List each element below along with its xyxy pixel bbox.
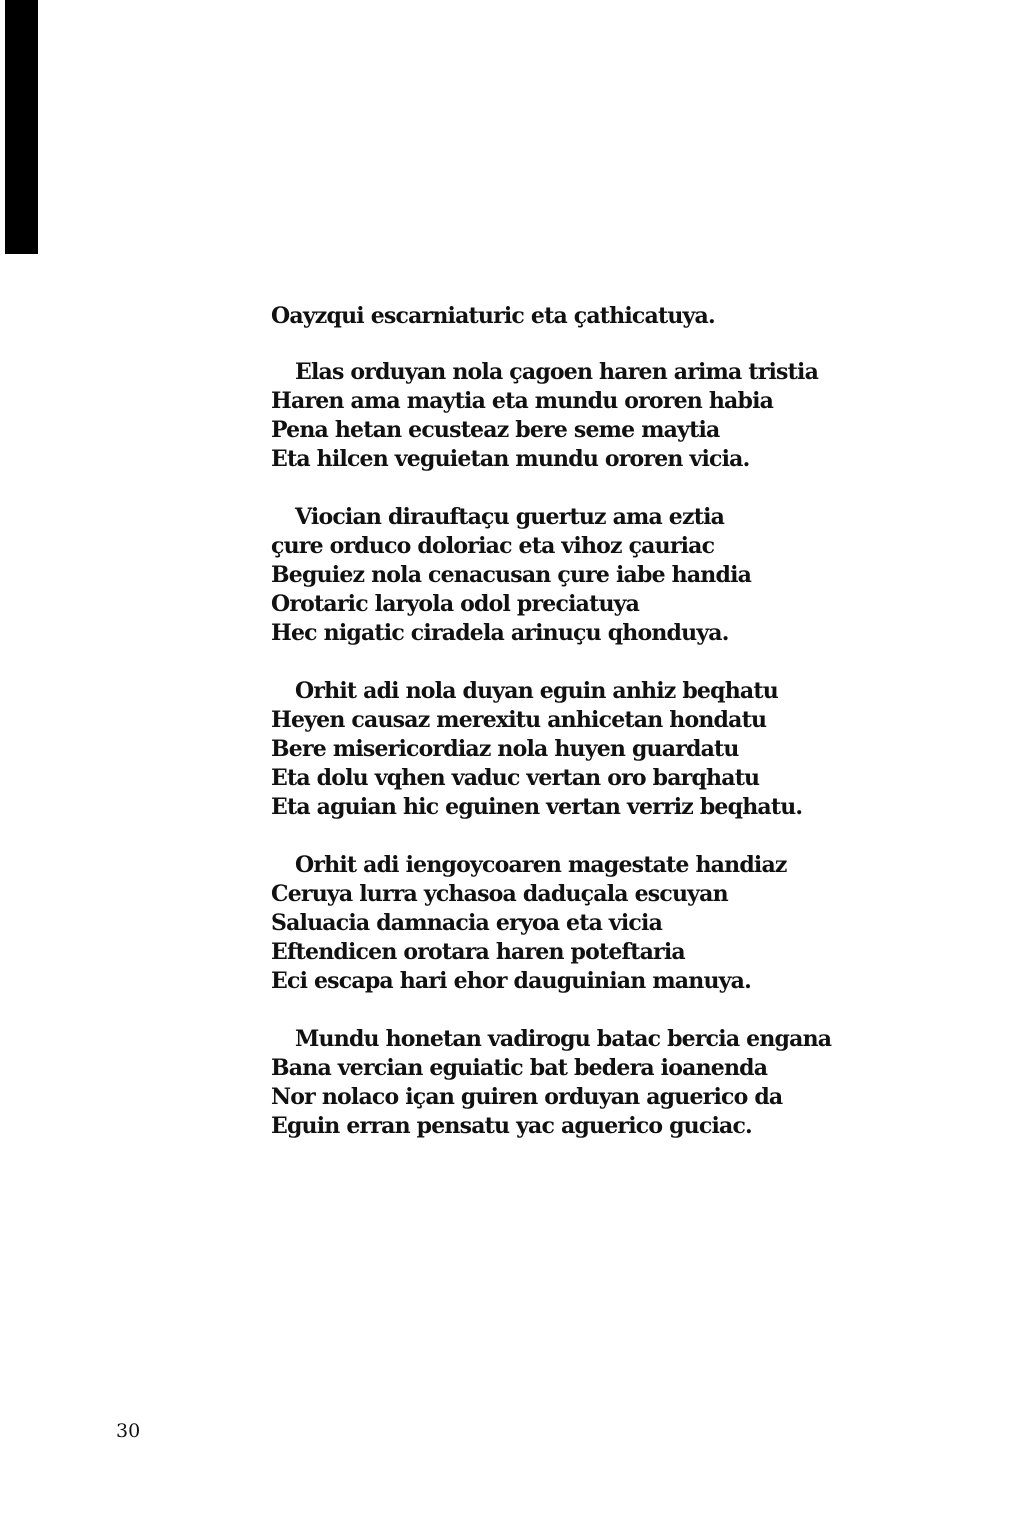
verse-line: Nor nolaco içan guiren orduyan aguerico da	[271, 1084, 783, 1110]
page-number: 30	[116, 1420, 141, 1442]
stanza-2	[271, 503, 831, 648]
verse-line: çure orduco doloriac eta vihoz çauriac	[271, 533, 715, 559]
verse-line: Saluacia damnacia eryoa eta vicia	[271, 910, 663, 936]
verse-line: Elas orduyan nola çagoen haren arima tristia	[295, 359, 819, 385]
scan-edge-bar	[5, 0, 38, 254]
verse-line: Eftendicen orotara haren poteftaria	[271, 939, 685, 965]
verse-line: Ceruya lurra ychasoa daduçala escuyan	[271, 881, 728, 907]
verse-line: Hec nigatic ciradela arinuçu qhonduya.	[271, 620, 729, 646]
verse-line: Orhit adi nola duyan eguin anhiz beqhatu	[295, 678, 778, 704]
page-text	[271, 302, 831, 1170]
poem-heading: Oayzqui escarniaturic eta çathicatuya.	[271, 303, 715, 329]
verse-line: Orotaric laryola odol preciatuya	[271, 591, 640, 617]
verse-line: Pena hetan ecusteaz bere seme maytia	[271, 417, 720, 443]
verse-line: Viocian dirauftaçu guertuz ama eztia	[295, 504, 725, 530]
verse-line: Eguin erran pensatu yac aguerico guciac.	[271, 1113, 752, 1139]
verse-line: Orhit adi iengoycoaren magestate handiaz	[295, 852, 787, 878]
verse-line: Haren ama maytia eta mundu ororen habia	[271, 388, 774, 414]
verse-line: Eci escapa hari ehor dauguinian manuya.	[271, 968, 751, 994]
verse-line: Bana vercian eguiatic bat bedera ioanenda	[271, 1055, 768, 1081]
stanza-4	[271, 851, 831, 996]
verse-line: Mundu honetan vadirogu batac bercia engana	[295, 1026, 832, 1052]
verse-line: Eta dolu vqhen vaduc vertan oro barqhatu	[271, 765, 760, 791]
verse-line: Bere misericordiaz nola huyen guardatu	[271, 736, 739, 762]
stanza-5	[271, 1025, 831, 1141]
verse-line: Eta aguian hic eguinen vertan verriz beqhatu.	[271, 794, 803, 820]
verse-line: Eta hilcen veguietan mundu ororen vicia.	[271, 446, 750, 472]
stanza-1	[271, 358, 831, 474]
verse-line: Heyen causaz merexitu anhicetan hondatu	[271, 707, 767, 733]
stanza-3	[271, 677, 831, 822]
verse-line: Beguiez nola cenacusan çure iabe handia	[271, 562, 752, 588]
